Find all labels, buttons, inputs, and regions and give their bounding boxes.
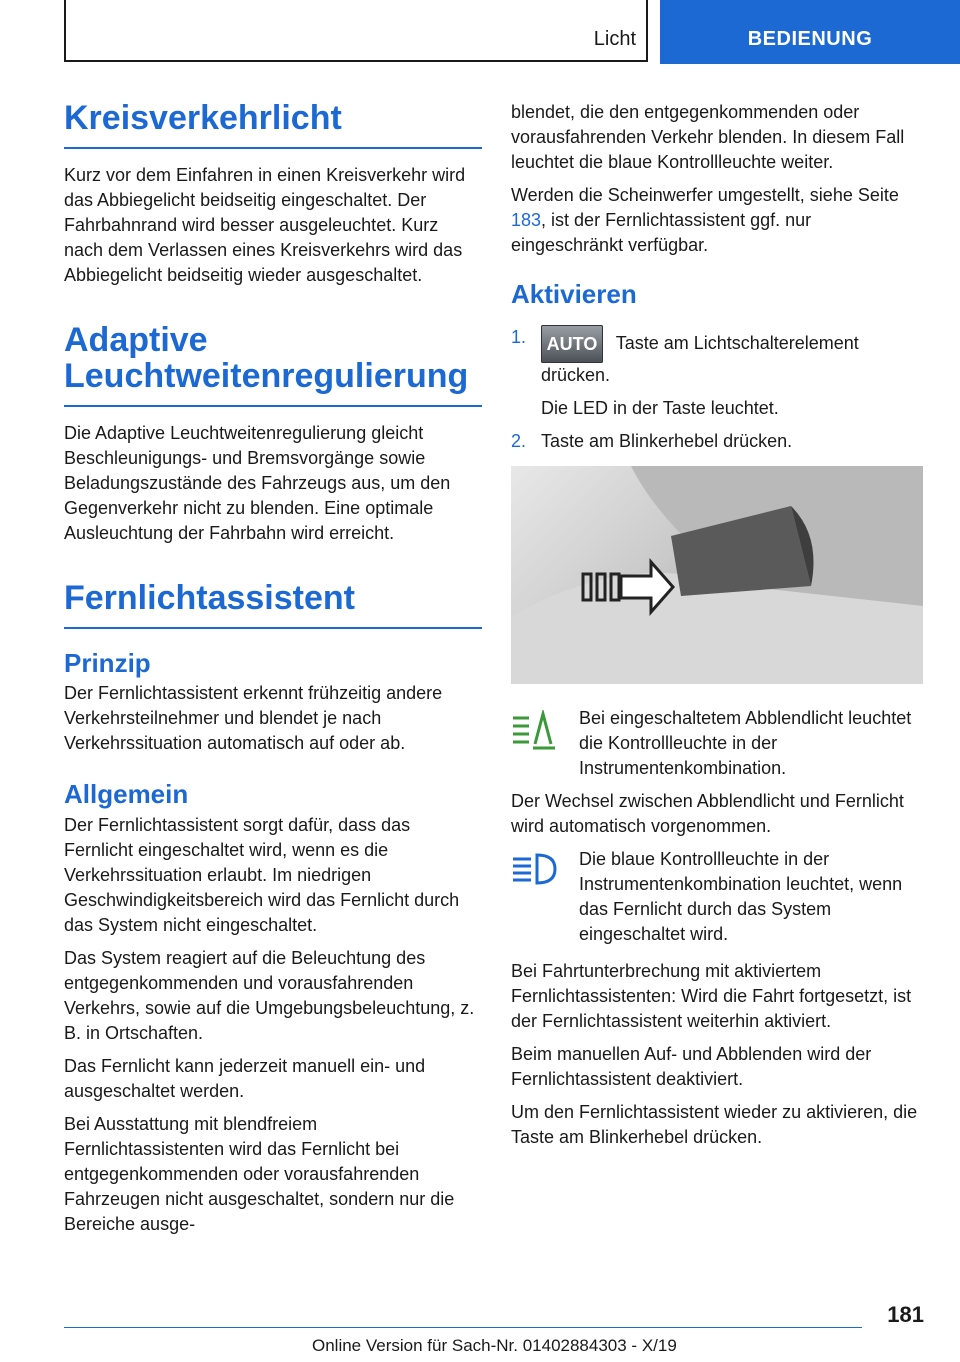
step-1-number: 1. — [511, 326, 527, 347]
paragraph-allgemein-3: Das Fernlicht kann jederzeit manuell ein- und ausgeschaltet werden. — [64, 1056, 426, 1102]
paragraph-scheinwerfer-text-b: , ist der Fernlichtassistent ggf. nur eingeschränkt verfügbar. — [511, 210, 812, 255]
step-1 — [511, 325, 923, 421]
indicator-fernlicht — [511, 847, 923, 947]
section-title: Licht — [593, 28, 636, 50]
step-1-body — [541, 325, 923, 421]
low-beam-indicator-icon — [511, 706, 579, 781]
heading-fernlichtassistent: Fernlichtassistent — [64, 580, 482, 629]
step-2-number: 2. — [511, 430, 527, 451]
paragraph-allgemein-1: Der Fernlichtassistent sorgt dafür, dass das Fernlicht eingeschaltet wird, wenn es die Verkehrssituation erlaubt. Im niedrigen Geschwindigkeitsbereich wird das Fernlicht durch das System nicht eingeschaltet. — [64, 815, 460, 936]
indicator-fernlicht-text: Die blaue Kontrollleuchte in der Instrumentenkombination leuchtet, wenn das Fernlicht durch das System eingeschaltet wird. — [579, 848, 903, 944]
indicator-abblendlicht — [511, 706, 923, 781]
auto-button-icon: AUTO — [541, 325, 603, 363]
paragraph-scheinwerfer — [511, 183, 923, 258]
paragraph-allgemein-2: Das System reagiert auf die Beleuchtung des entgegenkommenden und vorausfahrenden Verkehrs, sowie auf die Umgebungsbeleuchtung, z. B. in Ortschaften. — [64, 948, 475, 1044]
header-frame — [64, 0, 648, 62]
page-number: 181 — [887, 1302, 924, 1327]
step-2 — [511, 429, 923, 454]
paragraph-continued: blendet, die den entgegenkommenden oder vorausfahrenden Verkehr blenden. In diesem Fall leuchtet die blaue Kontrollleuchte weiter. — [511, 102, 905, 172]
step-2-text: Taste am Blinkerhebel drücken. — [541, 430, 793, 451]
paragraph-allgemein-4: Bei Ausstattung mit blendfreiem Fernlichtassistenten wird das Fernlicht bei entgegenkommenden oder vorausfahrenden Fahrzeugen nicht ausgeschaltet, sondern nur die Bereiche ausge- — [64, 1114, 455, 1235]
paragraph-wieder-aktivieren: Um den Fernlichtassistent wieder zu aktivieren, die Taste am Blinkerhebel drücken. — [511, 1101, 918, 1147]
heading-kreisverkehrlicht: Kreisverkehrlicht — [64, 100, 482, 149]
indicator-abblendlicht-text: Bei eingeschaltetem Abblendlicht leuchtet die Kontrollleuchte in der Instrumentenkombination. — [579, 707, 912, 778]
left-column — [64, 100, 482, 1245]
heading-aktivieren: Aktivieren — [511, 279, 637, 309]
paragraph-kreisverkehrlicht: Kurz vor dem Einfahren in einen Kreisverkehr wird das Abbiegelicht beidseitig eingeschaltet. Der Fahrbahnrand wird besser ausgeleuchtet. Kurz nach dem Verlassen eines Kreisverkehrs wird das Abbiegelicht beidseitig wieder ausgeschaltet. — [64, 164, 466, 285]
paragraph-prinzip: Der Fernlichtassistent erkennt frühzeitig andere Verkehrsteilnehmer und blendet je nach Verkehrssituation automatisch auf oder ab. — [64, 683, 443, 754]
footer-online-version: Online Version für Sach-Nr. 01402884303 - X/19 — [312, 1336, 677, 1355]
paragraph-manuell: Beim manuellen Auf- und Abblenden wird der Fernlichtassistent deaktiviert. — [511, 1043, 872, 1089]
right-column — [511, 100, 923, 1158]
high-beam-indicator-icon — [511, 847, 579, 947]
paragraph-fahrtunterbrechung: Bei Fahrtunterbrechung mit aktiviertem Fernlichtassistenten: Wird die Fahrt fortgesetzt, ist der Fernlichtassistent weiterhin aktiviert. — [511, 960, 912, 1031]
paragraph-scheinwerfer-text-a: Werden die Scheinwerfer umgestellt, siehe Seite — [511, 185, 899, 205]
heading-allgemein: Allgemein — [64, 779, 189, 810]
page-link-183[interactable]: 183 — [511, 210, 542, 230]
paragraph-wechsel: Der Wechsel zwischen Abblendlicht und Fernlicht wird automatisch vorgenommen. — [511, 790, 904, 836]
chapter-tab[interactable]: BEDIENUNG — [660, 0, 960, 64]
turn-signal-lever-photo — [511, 466, 923, 684]
paragraph-adaptive: Die Adaptive Leuchtweitenregulierung gleicht Beschleunigungs- und Bremsvorgänge sowie Beladungszustände des Fahrzeugs aus, um den Gegenverkehr nicht zu blenden. Eine optimale Ausleuchtung der Fahrbahn wird erreicht. — [64, 423, 451, 544]
footer-divider — [64, 1327, 862, 1328]
step-1-sub: Die LED in der Taste leuchtet. — [541, 397, 779, 418]
lever-illustration-icon — [511, 466, 923, 684]
heading-adaptive-leuchtweitenregulierung: Adaptive Leuchtweitenregulierung — [64, 322, 482, 407]
step-1-text: Taste am Lichtschalterelement drücken. — [541, 332, 859, 385]
heading-prinzip: Prinzip — [64, 647, 151, 678]
